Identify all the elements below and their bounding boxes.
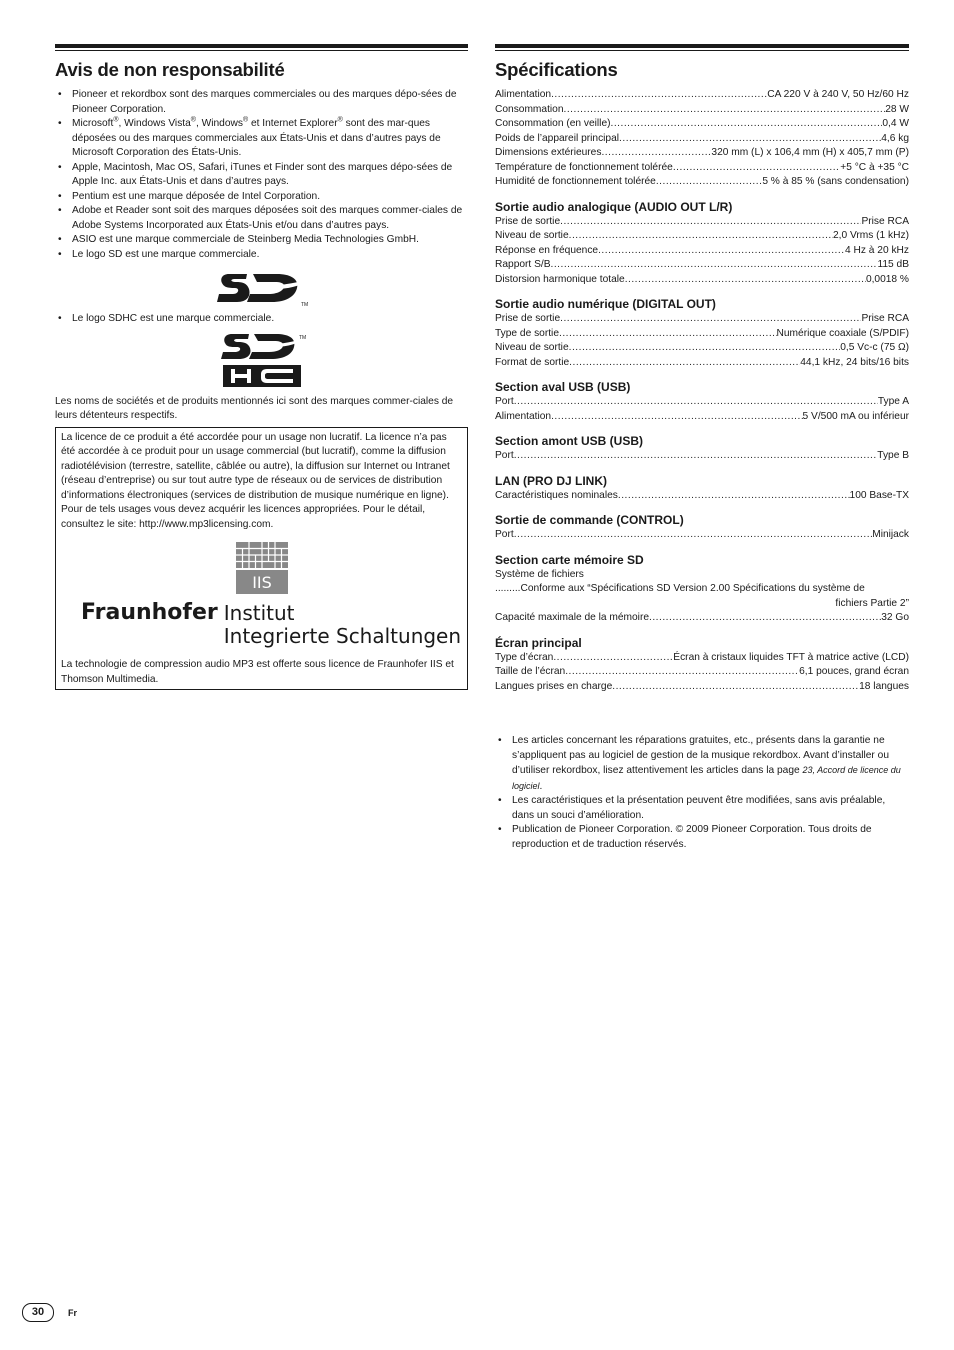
spec-row: Langues prises en charge ..... 18 langues [495, 680, 909, 695]
spec-row: Niveau de sortie ..... 2,0 Vrms (1 kHz) [495, 229, 909, 244]
sd-logo-icon [217, 270, 317, 308]
spec-section-title: Section aval USB (USB) [495, 380, 631, 394]
spec-row: Type d’écran ..... Écran à cristaux liquides TFT à matrice active (LCD) [495, 651, 909, 666]
sdhc-logo [55, 331, 468, 389]
spec-row: Consommation (en veille) ..... 0,4 W [495, 117, 909, 132]
spec-row: Niveau de sortie ..... 0,5 Vc-c (75 Ω) [495, 341, 909, 356]
spec-row: Caractéristiques nominales ..... 100 Base-TX [495, 489, 909, 504]
list-item: • Publication de Pioneer Corporation. © 2009 Pioneer Corporation. Tous droits de reproduction et de traduction réservés. [495, 823, 909, 852]
list-item: • ASIO est une marque commerciale de Steinberg Media Technologies GmbH. [55, 233, 468, 248]
sdhc-logo-icon [221, 331, 313, 389]
spec-section-title: Sortie de commande (CONTROL) [495, 513, 684, 527]
spec-row: Prise de sortie ..... Prise RCA [495, 312, 909, 327]
disclaimer-column [55, 44, 468, 690]
spec-row: Température de fonctionnement tolérée ..... +5 °C à +35 °C [495, 161, 909, 176]
disclaimer-title: Avis de non responsabilité [55, 59, 285, 80]
sd-fs-value-cont: fichiers Partie 2” [835, 597, 909, 609]
institut-name: Institut Integrierte Schaltungen [223, 601, 462, 648]
trademark-list [55, 88, 468, 262]
spec-row: Humidité de fonctionnement tolérée ..... 5 % à 85 % (sans condensation) [495, 175, 909, 190]
spec-row: Poids de l’appareil principal ..... 4,6 kg [495, 132, 909, 147]
list-item: • Les caractéristiques et la présentation peuvent être modifiées, sans avis préalable, dans un souci d’amélioration. [495, 794, 909, 823]
license-box [55, 427, 468, 691]
companies-paragraph: Les noms de sociétés et de produits mentionnés ici sont des marques commer-ciales de leurs détenteurs respectifs. [55, 395, 454, 421]
spec-row: Dimensions extérieures ..... 320 mm (L) x 106,4 mm (H) x 405,7 mm (P) [495, 146, 909, 161]
section-rule [55, 44, 468, 51]
list-item: • Adobe et Reader sont soit des marques déposées soit des marques commer-ciales de Adobe Systems Incorporated aux États-Unis et/ou dans d’autres pays. [55, 204, 468, 233]
spec-row: Distorsion harmonique totale ..... 0,0018 % [495, 273, 909, 288]
spec-row: Format de sortie ..... 44,1 kHz, 24 bits/16 bits [495, 356, 909, 371]
list-item: • Microsoft®, Windows Vista®, Windows® et Internet Explorer® sont des mar-ques déposées ou des marques commerciales aux États-Unis et dans d’autres pays de Microsoft Corporation des États-Unis. [55, 117, 468, 161]
sd-logo [55, 270, 468, 308]
spec-section-title: Section amont USB (USB) [495, 434, 644, 448]
iis-logo-icon [236, 542, 288, 594]
spec-row: Port ..... Type A [495, 395, 909, 410]
specifications-title: Spécifications [495, 59, 618, 80]
list-item: • Le logo SD est une marque commerciale. [55, 248, 468, 263]
svg-text:TM: TM [298, 334, 306, 341]
sd-section-title: Section carte mémoire SD [495, 552, 644, 567]
spec-row: Alimentation ..... 5 V/500 mA ou inférieur [495, 410, 909, 425]
license-reference-link[interactable]: 23, Accord de licence du logiciel [512, 765, 901, 791]
fraunhofer-name: Fraunhofer [81, 600, 218, 625]
notes-list [495, 734, 909, 852]
spec-row: Type de sortie ..... Numérique coaxiale (S/PDIF) [495, 327, 909, 342]
spec-row: Prise de sortie ..... Prise RCA [495, 215, 909, 230]
spec-row: Taille de l’écran ..... 6,1 pouces, grand écran [495, 665, 909, 680]
screen-specs [495, 651, 909, 695]
spec-row: Port ..... Type B [495, 449, 909, 464]
sd-fs-value: .........Conforme aux “Spécifications SD Version 2.00 Spécifications du système de [495, 583, 865, 594]
notes [495, 734, 909, 852]
spec-row: Port ..... Minijack [495, 528, 909, 543]
sd-fs-label: Système de fichiers [495, 568, 584, 580]
spec-row: Rapport S/B ..... 115 dB [495, 258, 909, 273]
spec-section-title: LAN (PRO DJ LINK) [495, 473, 607, 488]
spec-section-title: Sortie audio numérique (DIGITAL OUT) [495, 297, 716, 311]
spec-row: Alimentation ..... CA 220 V à 240 V, 50 Hz/60 Hz [495, 88, 909, 103]
screen-section-title: Écran principal [495, 635, 582, 650]
svg-text:TM: TM [300, 302, 308, 308]
mp3-license-text: La technologie de compression audio MP3 est offerte sous licence de Fraunhofer IIS et Thomson Multimedia. [61, 659, 454, 685]
license-text: La licence de ce produit a été accordée pour un usage non lucratif. La licence n’a pas été accordée à ce produit pour un usage commercial (but lucratif), comme la diffusion radiotélévision (terrestre, satellite, câblée ou autre), la diffusion sur Internet ou Intranet (réseau d’entreprise) ou sur tout autre type de réseaux ou de services de distribution d’informations électroniques (services de distribution de musique numérique en ligne). Pour de tels usages vous devez acquérir les licences appropriées. Pour le détail, consultez le site: http://www.mp3licensing.com. [61, 431, 450, 530]
spec-row: Réponse en fréquence ..... 4 Hz à 20 kHz [495, 244, 909, 259]
spec-row: Capacité maximale de la mémoire ..... 32 Go [495, 611, 909, 626]
page-footer [22, 1303, 77, 1322]
specifications-column [495, 44, 909, 694]
general-specs [495, 88, 909, 190]
spec-sections [495, 200, 909, 543]
spec-section-title: Sortie audio analogique (AUDIO OUT L/R) [495, 199, 733, 214]
svg-text:IIS: IIS [251, 573, 272, 592]
page-number: 30 [22, 1303, 54, 1322]
list-item: • Pentium est une marque déposée de Intel Corporation. [55, 190, 468, 205]
page-language: Fr [68, 1307, 77, 1318]
list-item: • Le logo SDHC est une marque commerciale. [55, 312, 468, 327]
iis-logo [61, 542, 462, 594]
spec-row: Consommation ..... 28 W [495, 103, 909, 118]
list-item: • Pioneer et rekordbox sont des marques commerciales ou des marques dépo-sées de Pioneer Corporation. [55, 88, 468, 117]
list-item: • Les articles concernant les réparations gratuites, etc., présents dans la garantie ne s’appliquent pas au logiciel de gestion de la musique rekordbox. Avant d’installer ou d’utiliser rekordbox, lisez attentivement les articles dans la page 23, Accord de licence du logiciel. [495, 734, 909, 794]
fraunhofer-logo [81, 600, 462, 648]
section-rule [495, 44, 909, 51]
sdhc-list [55, 312, 468, 327]
list-item: • Apple, Macintosh, Mac OS, Safari, iTunes et Finder sont des marques dépo-sées de Apple Inc. aux États-Unis et dans d’autres pays. [55, 161, 468, 190]
